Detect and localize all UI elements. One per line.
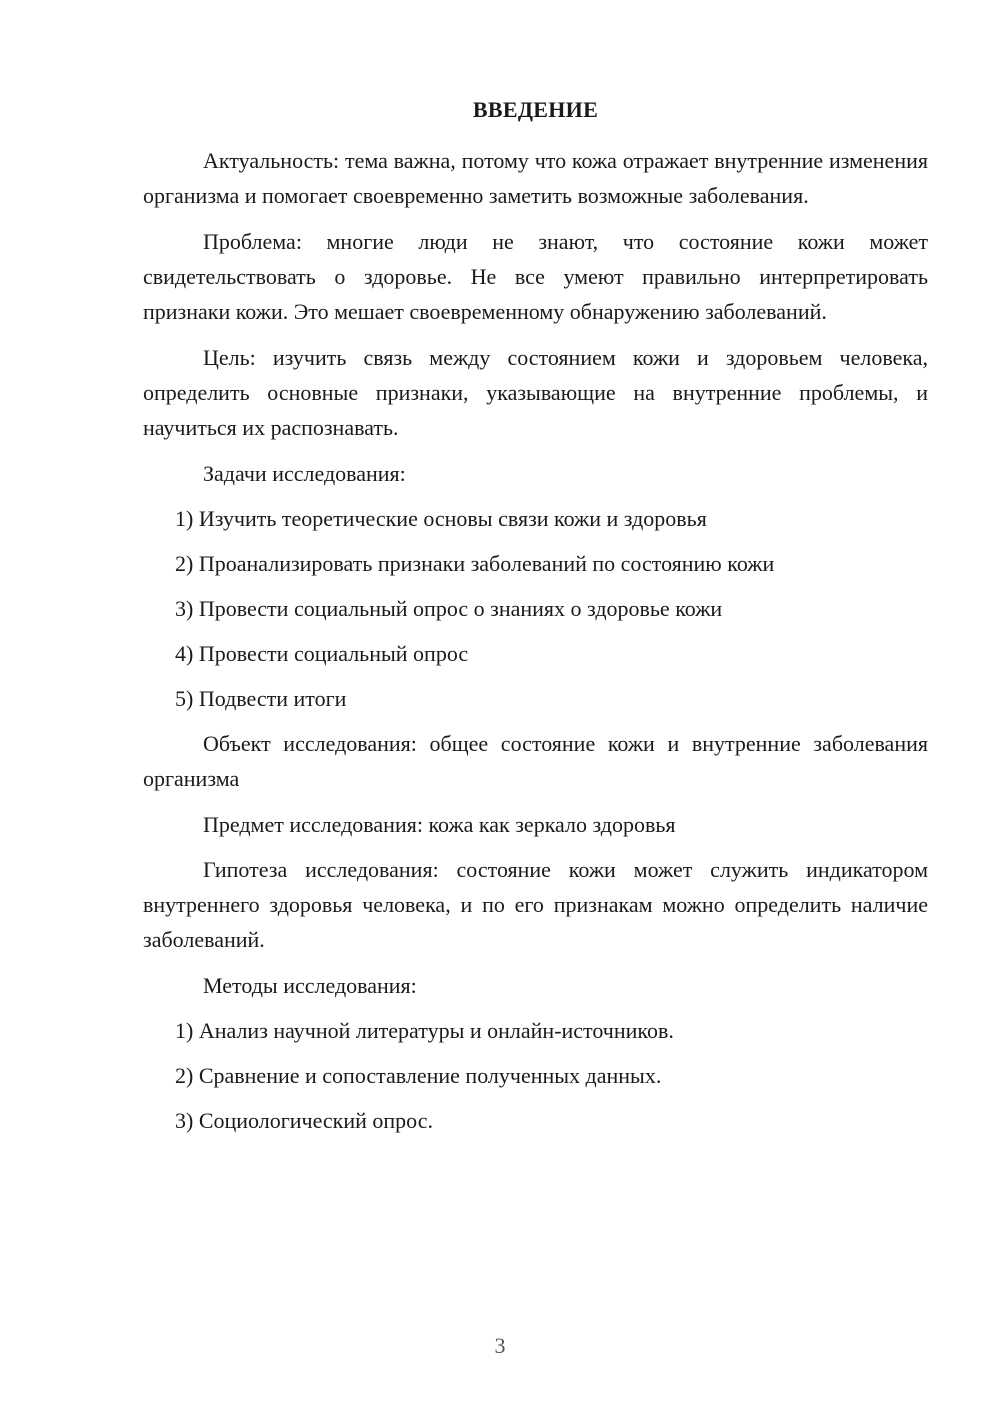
relevance-paragraph: Актуальность: тема важна, потому что кожа отражает внутренние изменения организма и помогает своевременно заметить возможные заболевания. — [143, 148, 928, 208]
document-page — [143, 95, 928, 1148]
list-item: 2) Сравнение и сопоставление полученных данных. — [175, 1063, 662, 1088]
tasks-heading: Задачи исследования: — [203, 461, 406, 486]
list-item: 1) Изучить теоретические основы связи кожи и здоровья — [175, 506, 707, 531]
problem-paragraph: Проблема: многие люди не знают, что состояние кожи может свидетельствовать о здоровье. Не все умеют правильно интерпретировать признаки кожи. Это мешает своевременному обнаружению заболеваний. — [143, 229, 928, 324]
object-paragraph: Объект исследования: общее состояние кожи и внутренние заболевания организма — [143, 731, 928, 791]
page-title: ВВЕДЕНИЕ — [472, 97, 599, 122]
methods-heading: Методы исследования: — [203, 973, 417, 998]
tasks-list — [143, 501, 928, 716]
hypothesis-paragraph: Гипотеза исследования: состояние кожи может служить индикатором внутреннего здоровья человека, и по его признакам можно определить наличие заболеваний. — [143, 857, 928, 952]
page-number: 3 — [494, 1333, 506, 1358]
methods-list — [143, 1013, 928, 1138]
list-item: 5) Подвести итоги — [175, 686, 347, 711]
goal-paragraph: Цель: изучить связь между состоянием кожи и здоровьем человека, определить основные признаки, указывающие на внутренние проблемы, и научиться их распознавать. — [143, 345, 928, 440]
subject-paragraph: Предмет исследования: кожа как зеркало здоровья — [203, 812, 676, 837]
list-item: 3) Провести социальный опрос о знаниях о здоровье кожи — [175, 596, 723, 621]
list-item: 2) Проанализировать признаки заболеваний по состоянию кожи — [175, 551, 775, 576]
list-item: 3) Социологический опрос. — [175, 1108, 433, 1133]
list-item: 4) Провести социальный опрос — [175, 641, 469, 666]
list-item: 1) Анализ научной литературы и онлайн-источников. — [175, 1018, 674, 1043]
